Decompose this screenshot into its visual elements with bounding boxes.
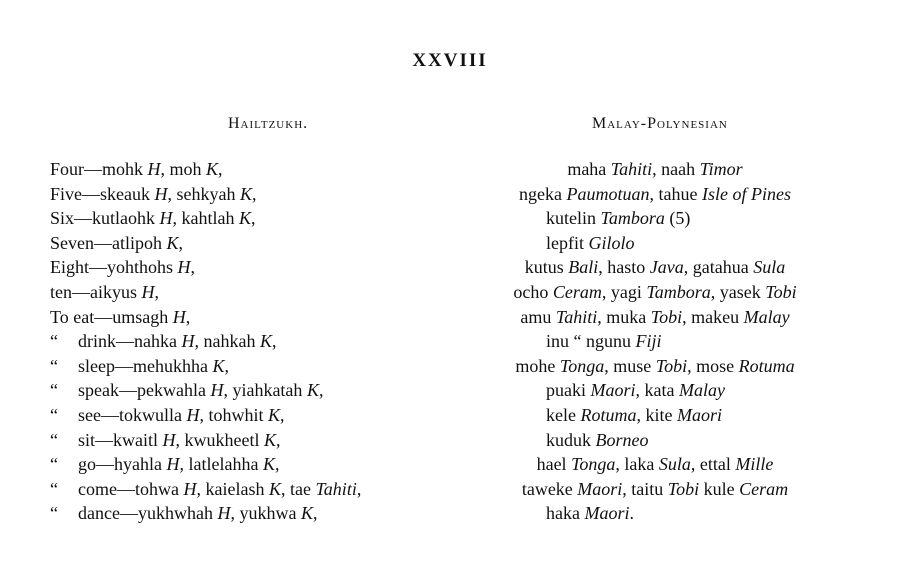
hailtzukh-entry (50, 182, 256, 206)
text-segment: , kata (635, 380, 679, 401)
ditto-mark: “ (50, 331, 58, 352)
text-segment: , naah (652, 159, 700, 179)
hailtzukh-entry (50, 428, 281, 452)
italic-abbrev: Paumotuan (566, 183, 650, 204)
ditto-mark: “ (50, 503, 58, 524)
text-segment: , kwukheetl (175, 429, 264, 450)
italic-abbrev: Tahiti (555, 306, 598, 327)
malay-polynesian-entry (460, 403, 850, 427)
table-row (0, 255, 900, 280)
text-segment: , moh (160, 159, 207, 179)
italic-abbrev: Maori (676, 404, 722, 425)
text-segment: , (280, 404, 285, 425)
hailtzukh-entry (50, 305, 190, 329)
text-segment: sit—kwaitl (78, 429, 163, 450)
italic-abbrev: H (162, 429, 176, 450)
italic-abbrev: Isle of Pines (701, 183, 791, 204)
italic-abbrev: H (166, 454, 180, 475)
italic-abbrev: H (177, 257, 191, 278)
malay-polynesian-entry (460, 428, 850, 452)
text-segment: To eat—umsagh (50, 306, 173, 327)
table-row (0, 452, 900, 477)
text-segment: , tohwhit (199, 404, 268, 425)
text-segment: speak—pekwahla (78, 380, 211, 401)
italic-abbrev: K (206, 159, 219, 179)
malay-polynesian-entry (460, 182, 850, 206)
hailtzukh-entry (50, 231, 183, 255)
italic-abbrev: Tobi (655, 355, 688, 376)
text-segment: dance—yukhwhah (78, 503, 218, 524)
text-segment: kutelin (546, 208, 601, 229)
text-segment: Seven—atlipoh (50, 232, 167, 253)
text-segment: , (271, 331, 277, 352)
italic-abbrev: Borneo (595, 429, 649, 450)
malay-polynesian-entry (460, 378, 850, 402)
text-segment: ocho (513, 281, 553, 302)
text-segment: , latlelahha (179, 454, 263, 475)
malay-polynesian-entry (460, 452, 850, 476)
table-row (0, 280, 900, 305)
italic-abbrev: H (183, 478, 197, 499)
italic-abbrev: Tonga (571, 454, 616, 475)
italic-abbrev: Tobi (765, 281, 797, 302)
italic-abbrev: Malay (743, 306, 790, 327)
table-row (0, 403, 900, 428)
text-segment: , gatahua (683, 257, 754, 278)
text-segment: , (274, 454, 280, 475)
hailtzukh-entry (50, 378, 323, 402)
malay-polynesian-entry (460, 329, 850, 353)
text-segment: , (224, 355, 229, 376)
text-segment: . (629, 503, 634, 524)
italic-abbrev: Malay (678, 380, 725, 401)
table-row (0, 477, 900, 502)
text-segment: kele (546, 404, 581, 425)
italic-abbrev: K (212, 355, 225, 376)
text-segment: , tahue (649, 183, 702, 204)
table-row (0, 378, 900, 403)
text-segment: , (190, 257, 196, 278)
text-segment: maha (567, 159, 611, 179)
malay-polynesian-entry (460, 206, 850, 230)
text-segment: , (185, 306, 191, 327)
text-segment: taweke (521, 478, 578, 499)
malay-polynesian-entry (460, 501, 850, 525)
text-segment: mohe (515, 355, 560, 376)
italic-abbrev: K (300, 503, 313, 524)
text-segment: , yasek (710, 281, 766, 302)
ditto-mark: “ (50, 404, 58, 425)
hailtzukh-entry (50, 354, 229, 378)
text-segment: , (251, 183, 257, 204)
text-segment: Six—kutlaohk (50, 208, 160, 229)
text-segment: , makeu (682, 306, 744, 327)
text-segment: , (312, 503, 318, 524)
italic-abbrev: K (259, 331, 272, 352)
text-segment: , (251, 208, 256, 229)
italic-abbrev: Tonga (559, 355, 605, 376)
text-segment: , kite (636, 404, 677, 425)
italic-abbrev: Mille (735, 454, 774, 475)
italic-abbrev: Fiji (635, 331, 662, 352)
italic-abbrev: Bali (568, 257, 599, 278)
italic-abbrev: H (181, 331, 195, 352)
text-segment: ngeka (519, 183, 567, 204)
text-segment: come—tohwa (78, 478, 184, 499)
italic-abbrev: Tobi (667, 478, 700, 499)
ditto-mark: “ (50, 478, 58, 499)
text-segment: go—hyahla (78, 454, 167, 475)
text-segment: , nahkah (194, 331, 260, 352)
malay-polynesian-entry (460, 477, 850, 501)
text-segment: sleep—mehukhha (78, 355, 213, 376)
text-segment: inu “ ngunu (546, 331, 636, 352)
text-segment: , (356, 478, 362, 499)
italic-abbrev: K (239, 208, 252, 229)
hailtzukh-entry (50, 280, 159, 304)
text-segment: , hasto (598, 257, 650, 278)
text-segment: , sehkyah (167, 183, 240, 204)
italic-abbrev: Tahiti (610, 159, 653, 179)
text-segment: , yukhwa (230, 503, 301, 524)
page-number: XXVIII (412, 50, 488, 71)
text-segment: , (318, 380, 324, 401)
text-segment: lepfit (546, 232, 589, 253)
table-row (0, 305, 900, 330)
italic-abbrev: H (217, 503, 231, 524)
italic-abbrev: Ceram (739, 478, 789, 499)
italic-abbrev: Tambora (600, 208, 665, 229)
italic-abbrev: H (186, 404, 200, 425)
italic-abbrev: K (268, 478, 281, 499)
italic-abbrev: K (263, 429, 276, 450)
malay-polynesian-entry (460, 280, 850, 304)
text-segment: Five—skeauk (50, 183, 155, 204)
text-segment: haka (546, 503, 585, 524)
hailtzukh-entry (50, 329, 276, 353)
hailtzukh-entry (50, 403, 285, 427)
ditto-mark: “ (50, 454, 58, 475)
text-segment: , (178, 232, 183, 253)
text-segment: drink—nahka (78, 331, 182, 352)
italic-abbrev: Timor (699, 159, 743, 179)
ditto-mark: “ (50, 355, 58, 376)
italic-abbrev: K (268, 404, 281, 425)
table-row (0, 206, 900, 231)
table-row (0, 354, 900, 379)
hailtzukh-entry (50, 501, 317, 525)
text-segment: ten—aikyus (50, 281, 142, 302)
italic-abbrev: H (172, 306, 186, 327)
italic-abbrev: Maori (577, 478, 623, 499)
hailtzukh-entry (50, 477, 361, 501)
italic-abbrev: H (154, 183, 168, 204)
italic-abbrev: H (141, 281, 155, 302)
table-row (0, 231, 900, 256)
italic-abbrev: Sula (753, 257, 786, 278)
malay-polynesian-entry (460, 255, 850, 279)
italic-abbrev: H (147, 159, 161, 179)
table-row (0, 157, 900, 182)
text-segment: kutus (524, 257, 569, 278)
italic-abbrev: Ceram (552, 281, 602, 302)
italic-abbrev: H (159, 208, 173, 229)
text-segment: , ettal (690, 454, 736, 475)
text-segment: amu (520, 306, 556, 327)
text-segment: (5) (664, 208, 691, 229)
text-segment: Four—mohk (50, 159, 148, 179)
vocabulary-table (0, 157, 900, 526)
italic-abbrev: Java (649, 257, 684, 278)
text-segment: , yiahkatah (223, 380, 307, 401)
italic-abbrev: Rotuma (580, 404, 637, 425)
text-segment: , (154, 281, 159, 302)
italic-abbrev: K (166, 232, 179, 253)
ditto-mark: “ (50, 380, 58, 401)
table-row (0, 182, 900, 207)
hailtzukh-entry (50, 206, 256, 230)
italic-abbrev: H (210, 380, 224, 401)
italic-abbrev: Maori (584, 503, 630, 524)
italic-abbrev: Sula (658, 454, 691, 475)
italic-abbrev: Maori (590, 380, 636, 401)
text-segment: kule (699, 478, 740, 499)
table-row (0, 428, 900, 453)
text-segment: , (218, 159, 223, 179)
column-heading-malay-polynesian: Malay-Polynesian (592, 115, 728, 132)
italic-abbrev: Tambora (646, 281, 711, 302)
italic-abbrev: Tobi (650, 306, 683, 327)
table-row (0, 501, 900, 526)
text-segment: , taitu (622, 478, 668, 499)
hailtzukh-entry (50, 452, 279, 476)
text-segment: , laka (615, 454, 659, 475)
malay-polynesian-entry (460, 231, 850, 255)
text-segment: , mose (687, 355, 739, 376)
malay-polynesian-entry (460, 354, 850, 378)
text-segment: , muka (597, 306, 651, 327)
italic-abbrev: Rotuma (738, 355, 795, 376)
text-segment: , muse (604, 355, 656, 376)
table-row (0, 329, 900, 354)
italic-abbrev: K (262, 454, 275, 475)
italic-abbrev: Gilolo (588, 232, 635, 253)
text-segment: see—tokwulla (78, 404, 187, 425)
text-segment: puaki (546, 380, 591, 401)
malay-polynesian-entry (460, 305, 850, 329)
text-segment: , tae (280, 478, 316, 499)
text-segment: Eight—yohthohs (50, 257, 178, 278)
text-segment: , yagi (601, 281, 647, 302)
italic-abbrev: K (306, 380, 319, 401)
italic-abbrev: K (239, 183, 252, 204)
malay-polynesian-entry (460, 157, 850, 181)
text-segment: , kahtlah (172, 208, 239, 229)
text-segment: , kaielash (196, 478, 269, 499)
hailtzukh-entry (50, 255, 195, 279)
text-segment: kuduk (546, 429, 596, 450)
column-heading-hailtzukh: Hailtzukh. (228, 115, 309, 132)
hailtzukh-entry (50, 157, 223, 181)
italic-abbrev: Tahiti (315, 478, 357, 499)
text-segment: , (276, 429, 281, 450)
ditto-mark: “ (50, 429, 58, 450)
text-segment: hael (536, 454, 572, 475)
